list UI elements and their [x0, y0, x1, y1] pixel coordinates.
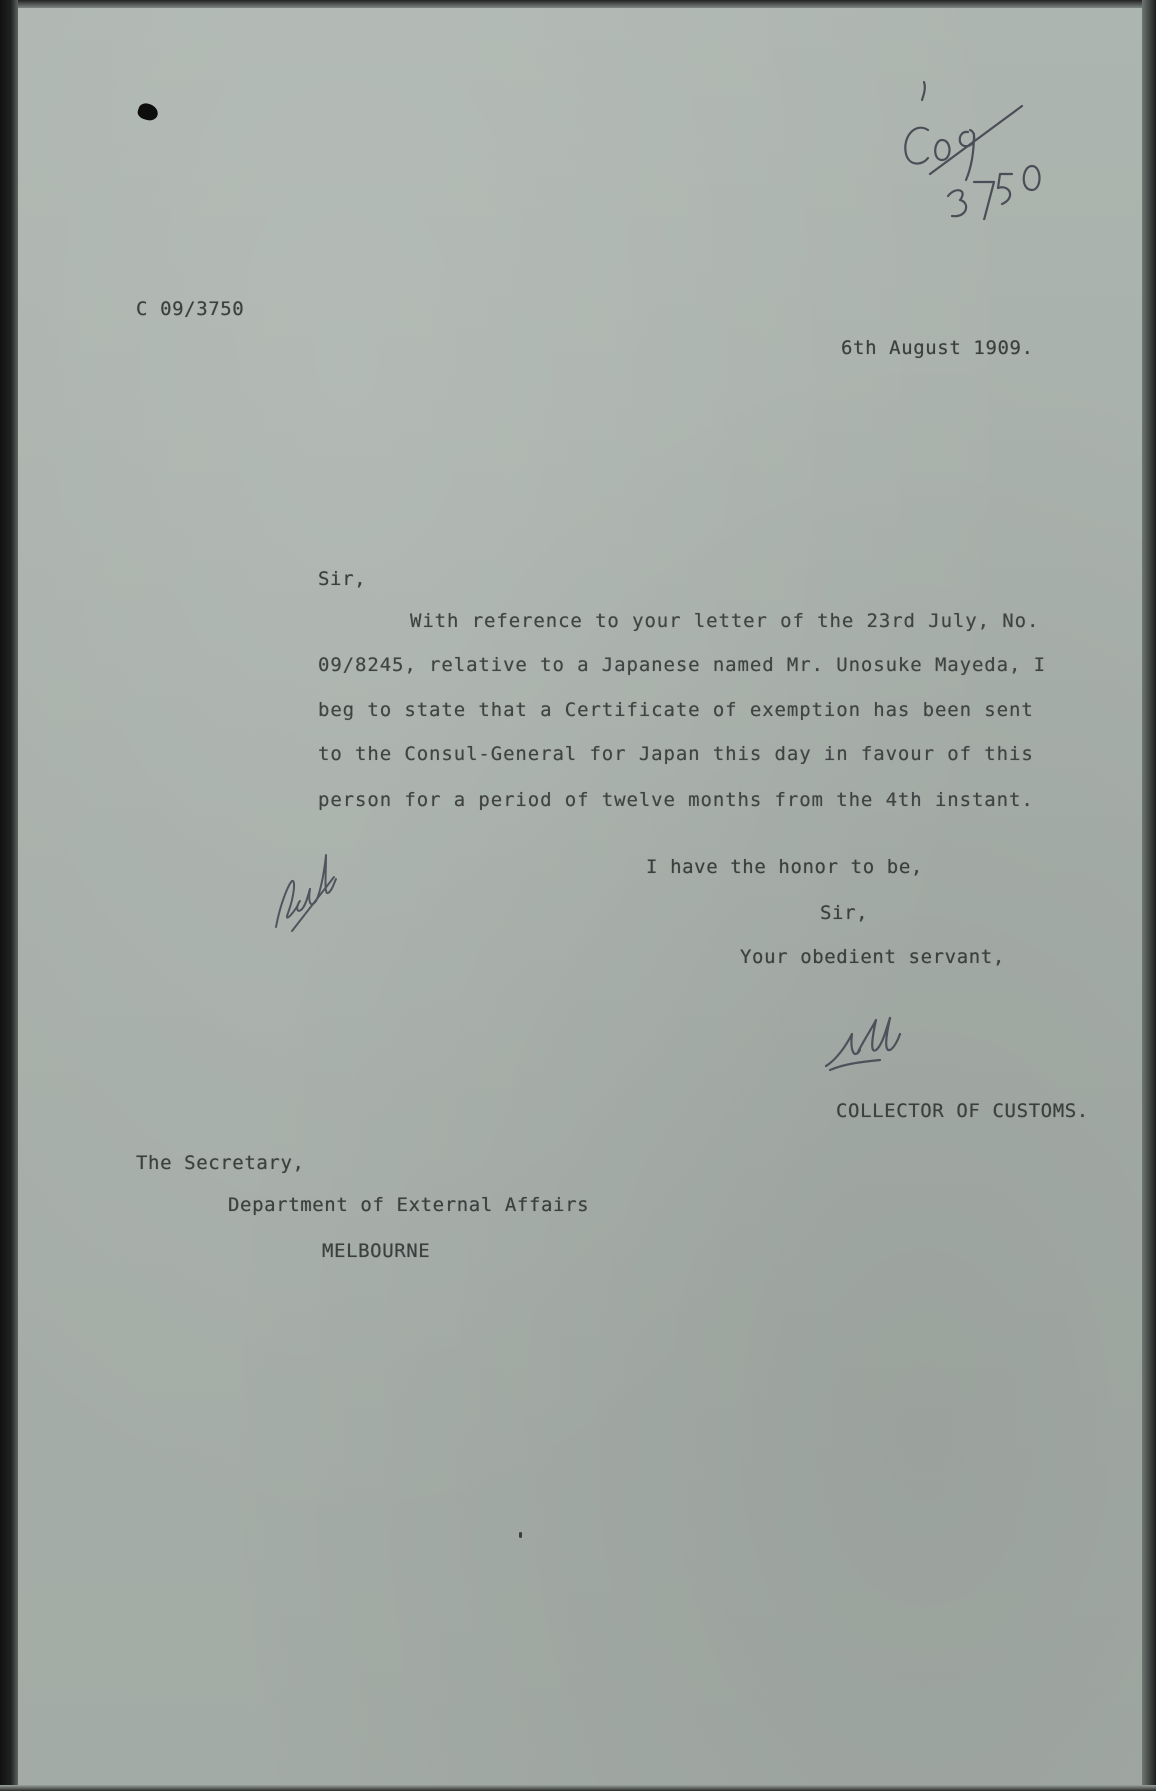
body-line-3: beg to state that a Certificate of exemption has been sent — [318, 699, 1034, 721]
handwritten-ack-annotation — [270, 835, 350, 935]
body-line-1: With reference to your letter of the 23rd July, No. — [410, 610, 1040, 632]
handwritten-signature — [820, 1010, 910, 1080]
addressee-department: Department of External Affairs — [228, 1194, 590, 1216]
body-line-4: to the Consul-General for Japan this day in favour of this — [318, 743, 1034, 765]
punch-hole — [136, 101, 160, 122]
ink-speck — [519, 1532, 522, 1538]
scan-edge-left — [0, 0, 18, 1791]
file-reference: C 09/3750 — [136, 298, 245, 320]
handwritten-file-number — [890, 70, 1070, 220]
scan-edge-right — [1142, 0, 1156, 1791]
closing-line-2: Sir, — [820, 902, 869, 924]
addressee-title: The Secretary, — [136, 1152, 305, 1174]
closing-line-1: I have the honor to be, — [646, 856, 923, 878]
body-line-2: 09/8245, relative to a Japanese named Mr. Unosuke Mayeda, I — [318, 654, 1046, 676]
letter-date: 6th August 1909. — [841, 337, 1034, 359]
body-line-5: person for a period of twelve months from the 4th instant. — [318, 789, 1034, 811]
scan-edge-top — [0, 0, 1156, 8]
salutation: Sir, — [318, 568, 367, 590]
signatory-title: COLLECTOR OF CUSTOMS. — [836, 1100, 1089, 1122]
addressee-city: MELBOURNE — [322, 1240, 431, 1262]
closing-line-3: Your obedient servant, — [740, 946, 1005, 968]
scan-edge-bottom — [0, 1785, 1156, 1791]
